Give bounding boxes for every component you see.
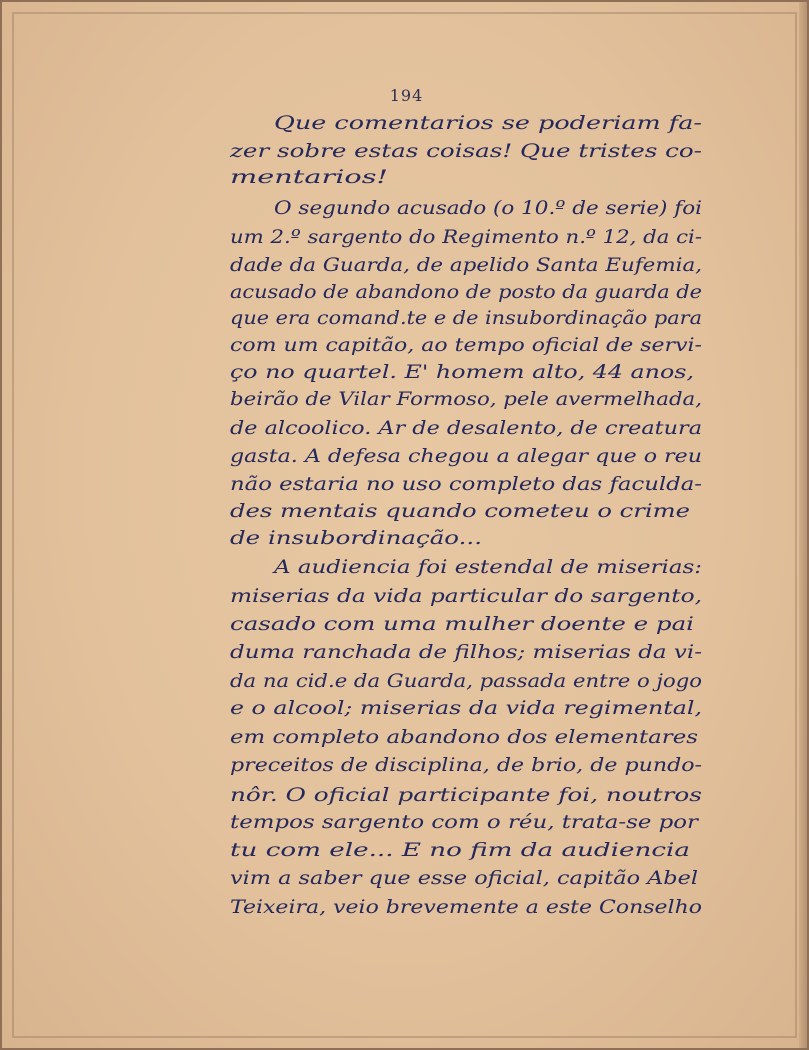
manuscript-line-1: Que comentarios se poderiam fa- bbox=[274, 112, 702, 134]
manuscript-line-19: casado com uma mulher doente e pai bbox=[230, 613, 694, 635]
page-number: 194 bbox=[389, 86, 424, 105]
manuscript-line-6: dade da Guarda, de apelido Santa Eufemia, bbox=[230, 254, 702, 276]
manuscript-line-12: de alcoolico. Ar de desalento, de creatura bbox=[230, 417, 702, 439]
manuscript-line-18: miserias da vida particular do sargento, bbox=[230, 585, 702, 607]
manuscript-line-10: ço no quartel. E' homem alto, 44 anos, bbox=[230, 361, 694, 383]
manuscript-line-11: beirão de Vilar Formoso, pele avermelhada, bbox=[230, 388, 702, 410]
manuscript-line-8: que era comand.te e de insubordinação para bbox=[230, 307, 702, 329]
manuscript-line-5: um 2.º sargento do Regimento n.º 12, da ci- bbox=[230, 226, 702, 248]
manuscript-line-27: tu com ele... E no fim da audiencia bbox=[230, 839, 690, 861]
manuscript-line-7: acusado de abandono de posto da guarda de bbox=[230, 281, 702, 303]
manuscript-line-21: da na cid.e da Guarda, passada entre o jogo bbox=[230, 670, 702, 692]
manuscript-line-26: tempos sargento com o réu, trata-se por bbox=[230, 811, 698, 833]
manuscript-line-29: Teixeira, veio brevemente a este Conselho bbox=[230, 896, 702, 918]
manuscript-line-4: O segundo acusado (o 10.º de serie) foi bbox=[274, 197, 702, 219]
manuscript-line-28: vim a saber que esse oficial, capitão Abel bbox=[230, 867, 698, 889]
manuscript-line-13: gasta. A defesa chegou a alegar que o reu bbox=[230, 445, 702, 467]
manuscript-line-15: des mentais quando cometeu o crime bbox=[230, 500, 690, 522]
manuscript-line-24: preceitos de disciplina, de brio, de pundo- bbox=[230, 754, 702, 776]
manuscript-line-2: zer sobre estas coisas! Que tristes co- bbox=[230, 140, 702, 162]
manuscript-line-22: e o alcool; miserias da vida regimental, bbox=[230, 697, 702, 719]
manuscript-line-23: em completo abandono dos elementares bbox=[230, 726, 698, 748]
manuscript-line-3: mentarios! bbox=[230, 166, 388, 188]
manuscript-line-17: A audiencia foi estendal de miserias: bbox=[274, 556, 702, 578]
manuscript-line-25: nôr. O oficial participante foi, noutros bbox=[230, 784, 702, 806]
manuscript-line-20: duma ranchada de filhos; miserias da vi- bbox=[230, 641, 702, 663]
manuscript-line-16: de insubordinação... bbox=[230, 527, 482, 549]
manuscript-line-9: com um capitão, ao tempo oficial de servi- bbox=[230, 334, 702, 356]
manuscript-line-14: não estaria no uso completo das faculda- bbox=[230, 473, 702, 495]
